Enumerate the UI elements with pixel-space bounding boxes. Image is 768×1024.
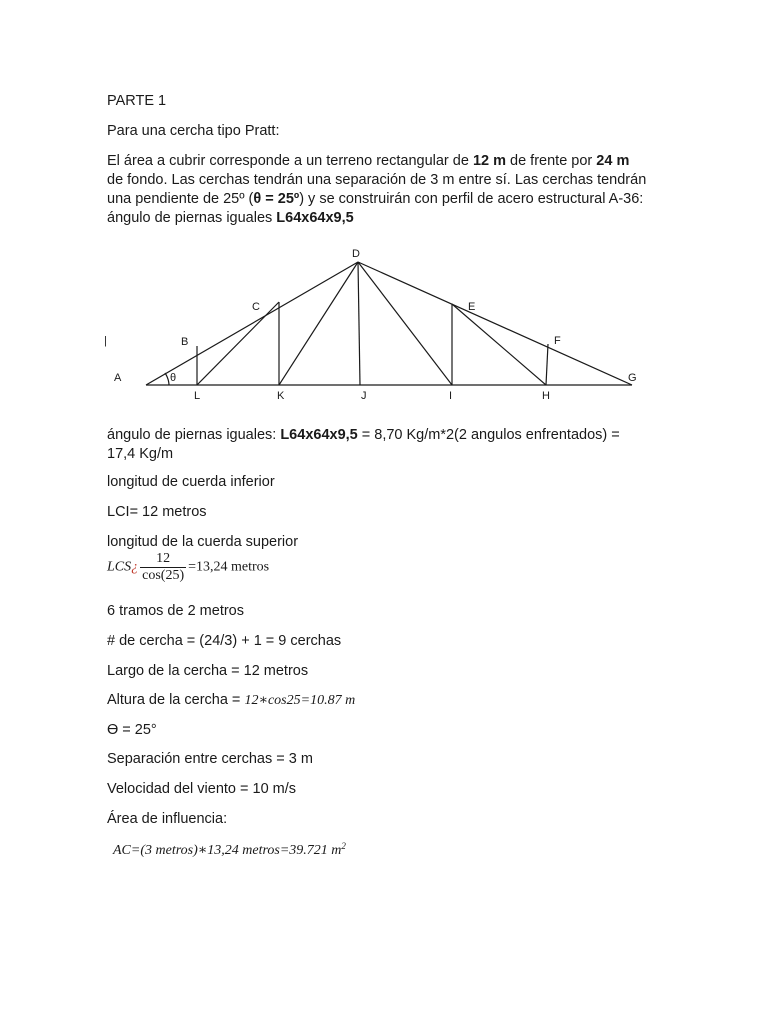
lcs-title: longitud de la cuerda superior (107, 534, 299, 550)
diagonal-cl (197, 302, 279, 385)
truss-label-l: L (194, 390, 201, 402)
truss-label-i: I (449, 390, 453, 402)
top-chord-left (146, 262, 358, 385)
pratt-truss-diagram (104, 240, 649, 405)
truss-label-a: A (114, 372, 122, 384)
largo-text: Largo de la cercha = 12 metros (107, 663, 309, 679)
diagonal-di (358, 262, 452, 385)
truss-label-g: G (628, 372, 637, 384)
ac-formula: AC=(3 metros)∗13,24 metros=39.721 $m^2$ (113, 841, 346, 858)
num-cerchas-text: # de cercha = (24/3) + 1 = 9 cerchas (107, 633, 342, 649)
diagonal-eh (452, 304, 546, 385)
vertical-dj (358, 262, 360, 385)
truss-label-k: K (277, 390, 285, 402)
diagonal-dk (279, 262, 358, 385)
separacion-text: Separación entre cerchas = 3 m (107, 751, 313, 767)
top-chord-right (358, 262, 632, 385)
theta-text: ϴ = 25° (107, 722, 157, 738)
vertical-fh (546, 344, 548, 385)
section-heading: PARTE 1 (107, 93, 167, 109)
intro-text: Para una cercha tipo Pratt: (107, 123, 280, 139)
tramos-text: 6 tramos de 2 metros (107, 603, 244, 619)
truss-label-theta: θ (170, 372, 177, 384)
velocidad-text: Velocidad del viento = 10 m/s (107, 781, 297, 797)
truss-label-f: F (554, 335, 561, 347)
problem-statement: El área a cubrir corresponde a un terreno rectangular de 12 m de frente por 24 m de fondo. Las cerchas tendrán una separación de 3 m entre sí. Las cerchas tendrán una pendiente de 25º (θ = 25º) y se construirán con perfil de acero estructural A-36: ángulo de piernas iguales L64x64x9,5 (107, 153, 647, 226)
truss-label-b: B (181, 336, 189, 348)
altura-text: Altura de la cercha = 12∗cos25=10.87 m (107, 692, 356, 708)
angle-profile-text: ángulo de piernas iguales: L64x64x9,5 = 8,70 Kg/m*2(2 angulos enfrentados) = 17,4 Kg/m (107, 427, 620, 462)
lcs-formula: LCS¿ $\frac{12}{\cos(25)}$ =13,24 metros (107, 551, 270, 583)
truss-label-c: C (252, 301, 260, 313)
truss-label-h: H (542, 390, 550, 402)
truss-members (146, 262, 632, 385)
area-title: Área de influencia: (107, 811, 228, 827)
lci-value: LCI= 12 metros (107, 504, 207, 520)
angle-arc (165, 373, 169, 385)
truss-label-e: E (468, 301, 476, 313)
lci-title: longitud de cuerda inferior (107, 474, 275, 490)
truss-label-j: J (361, 390, 367, 402)
truss-edge-mark: | (104, 335, 107, 347)
truss-label-d: D (352, 248, 360, 260)
